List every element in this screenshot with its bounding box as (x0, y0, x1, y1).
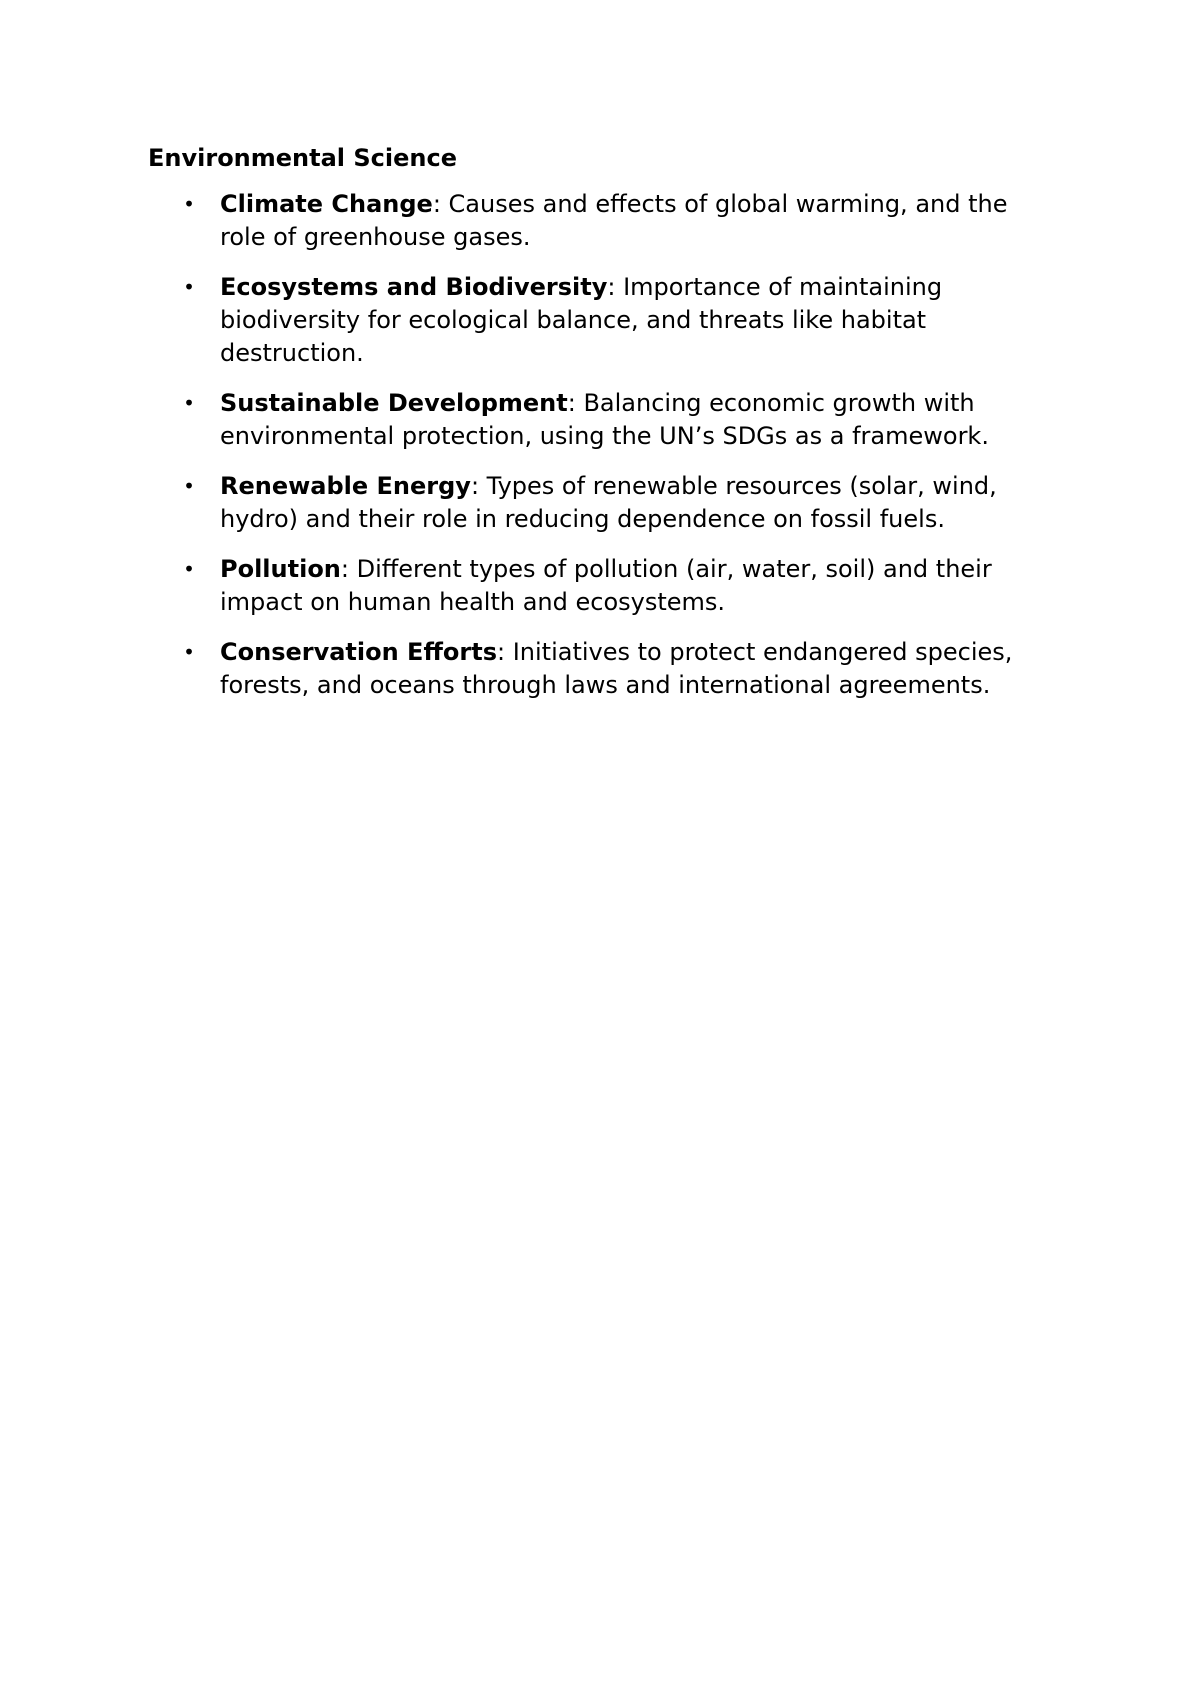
list-item (148, 188, 1048, 254)
bullet-icon: • (183, 275, 195, 299)
document-body (148, 142, 1048, 719)
topic-term: Conservation Efforts (220, 638, 497, 666)
term-separator: : (340, 555, 357, 583)
topic-description: Importance of maintaining biodiversity for ecological balance, and threats like habitat destruction. (220, 273, 943, 367)
document-title: Environmental Science (148, 144, 457, 172)
term-separator: : (567, 389, 584, 417)
bullet-icon: • (183, 391, 195, 415)
topic-term: Renewable Energy (220, 472, 471, 500)
topic-term: Climate Change (220, 190, 433, 218)
list-item (148, 470, 1048, 536)
term-separator: : (470, 472, 487, 500)
list-item (148, 387, 1048, 453)
topic-description: Causes and effects of global warming, and the role of greenhouse gases. (220, 190, 1008, 251)
topic-term: Sustainable Development (220, 389, 568, 417)
term-separator: : (432, 190, 449, 218)
term-separator: : (607, 273, 624, 301)
bullet-icon: • (183, 557, 195, 581)
topic-term: Ecosystems and Biodiversity (220, 273, 608, 301)
topic-term: Pollution (220, 555, 341, 583)
term-separator: : (496, 638, 513, 666)
bullet-icon: • (183, 640, 195, 664)
topic-description: Different types of pollution (air, water, soil) and their impact on human health and ecosystems. (220, 555, 992, 616)
list-item (148, 636, 1048, 702)
topic-description: Types of renewable resources (solar, wind, hydro) and their role in reducing dependence on fossil fuels. (220, 472, 997, 533)
topic-list (148, 188, 1048, 702)
list-item (148, 271, 1048, 370)
bullet-icon: • (183, 192, 195, 216)
bullet-icon: • (183, 474, 195, 498)
topic-description: Balancing economic growth with environmental protection, using the UN’s SDGs as a framework. (220, 389, 989, 450)
list-item (148, 553, 1048, 619)
topic-description: Initiatives to protect endangered species, forests, and oceans through laws and international agreements. (220, 638, 1013, 699)
